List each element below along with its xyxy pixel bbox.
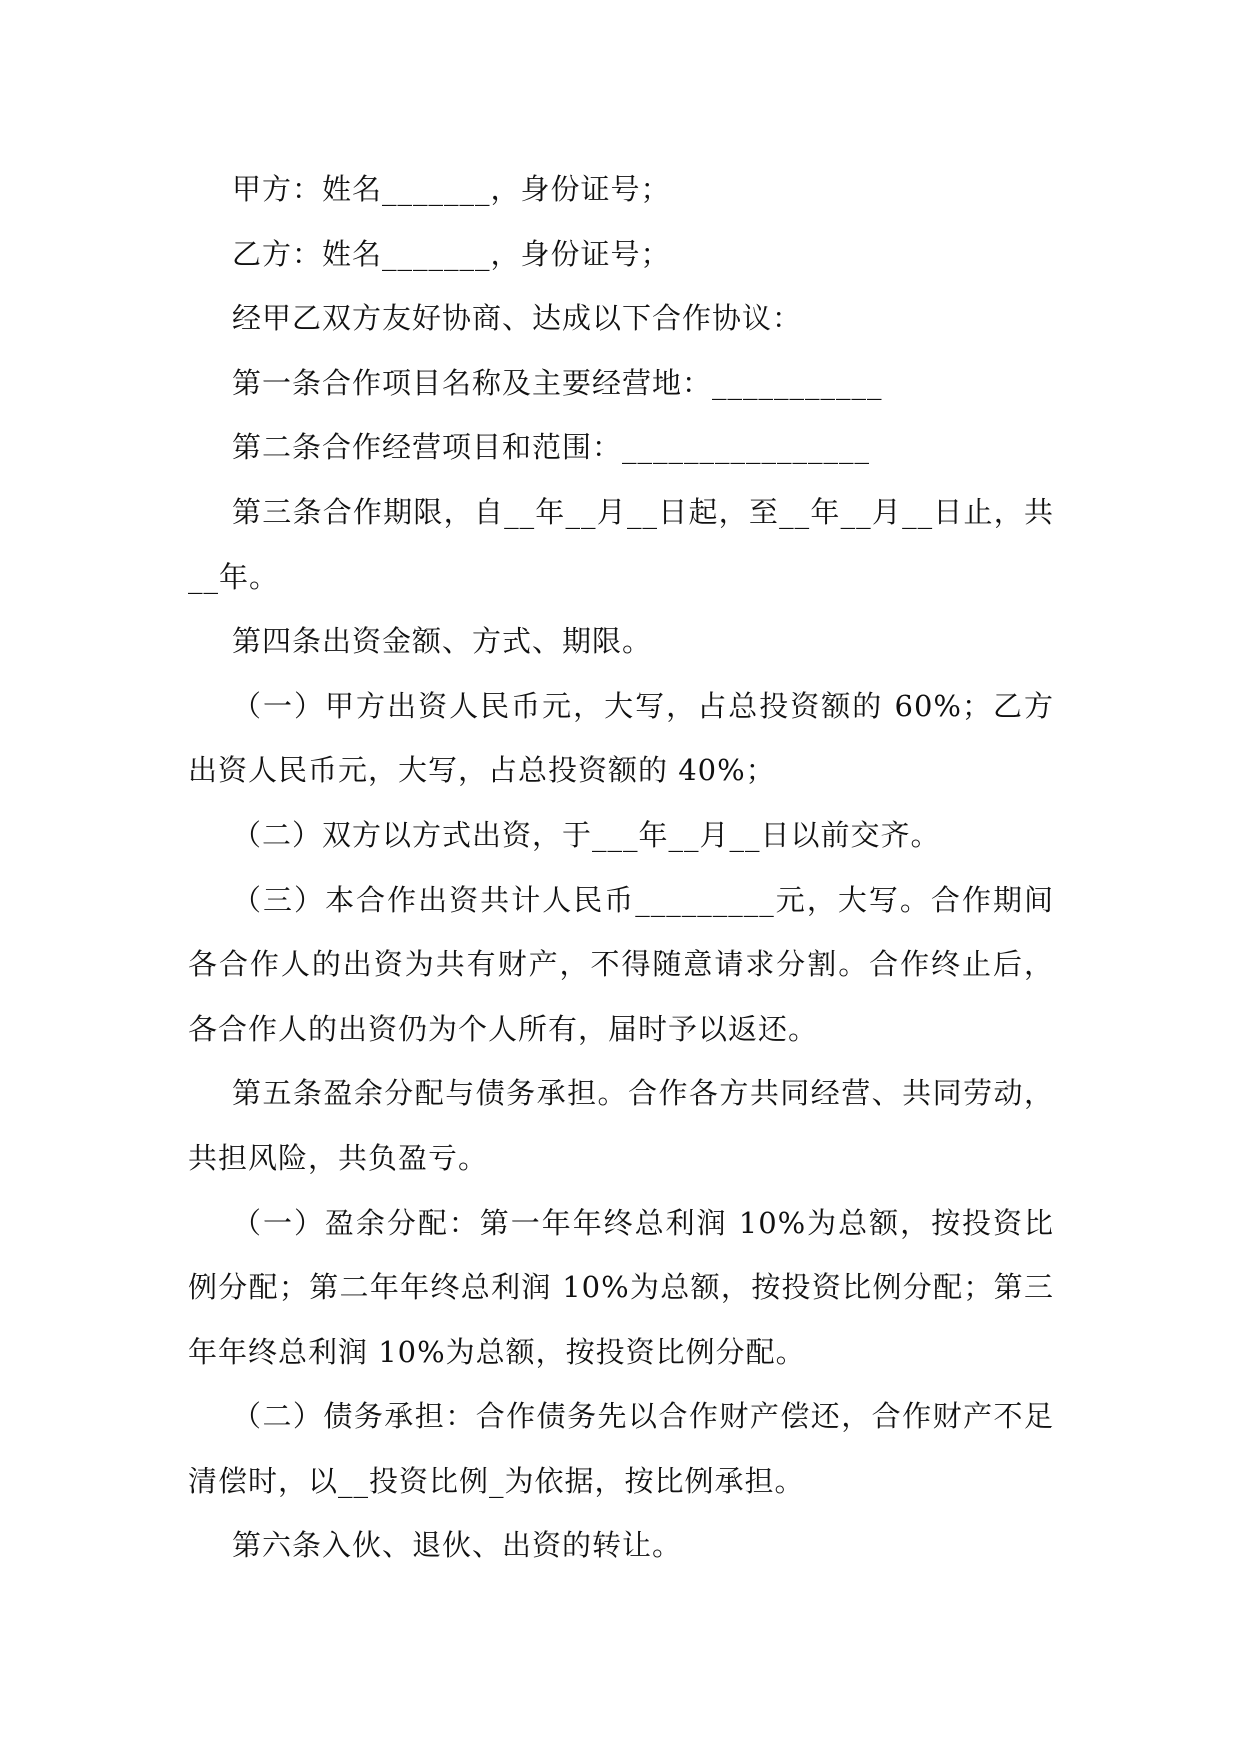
article-5-clause-1: （一）盈余分配：第一年年终总利润 10%为总额，按投资比例分配；第二年年终总利润 10%为总额，按投资比例分配；第三年年终总利润 10%为总额，按投资比例分配。: [188, 1205, 1054, 1369]
document-body: [188, 157, 1054, 1578]
party-a-line: 甲方：姓名_______，身份证号；: [232, 172, 671, 206]
article-1: 第一条合作项目名称及主要经营地：___________: [232, 365, 883, 400]
agreement-intro: 经甲乙双方友好协商、达成以下合作协议：: [232, 301, 803, 336]
article-3: 第三条合作期限，自__年__月__日起，至__年__月__日止，共__年。: [188, 494, 1054, 594]
article-5: 第五条盈余分配与债务承担。合作各方共同经营、共同劳动，共担风险，共负盈亏。: [188, 1076, 1054, 1175]
article-4-clause-1: （一）甲方出资人民币元，大写，占总投资额的 60%；乙方出资人民币元，大写，占总投资额的 40%；: [188, 688, 1054, 788]
article-4-clause-3: （三）本合作出资共计人民币_________元，大写。合作期间各合作人的出资为共有财产，不得随意请求分割。合作终止后，各合作人的出资仍为个人所有，届时予以返还。: [188, 882, 1054, 1046]
article-2: 第二条合作经营项目和范围：________________: [232, 430, 871, 465]
article-4-clause-2: （二）双方以方式出资，于___年__月__日以前交齐。: [232, 817, 941, 852]
article-6: 第六条入伙、退伙、出资的转让。: [232, 1528, 683, 1563]
article-5-clause-2: （二）债务承担：合作债务先以合作财产偿还，合作财产不足清偿时，以__投资比例_为依据，按比例承担。: [188, 1399, 1054, 1498]
article-4: 第四条出资金额、方式、期限。: [232, 624, 653, 659]
party-b-line: 乙方：姓名_______，身份证号；: [232, 236, 671, 271]
